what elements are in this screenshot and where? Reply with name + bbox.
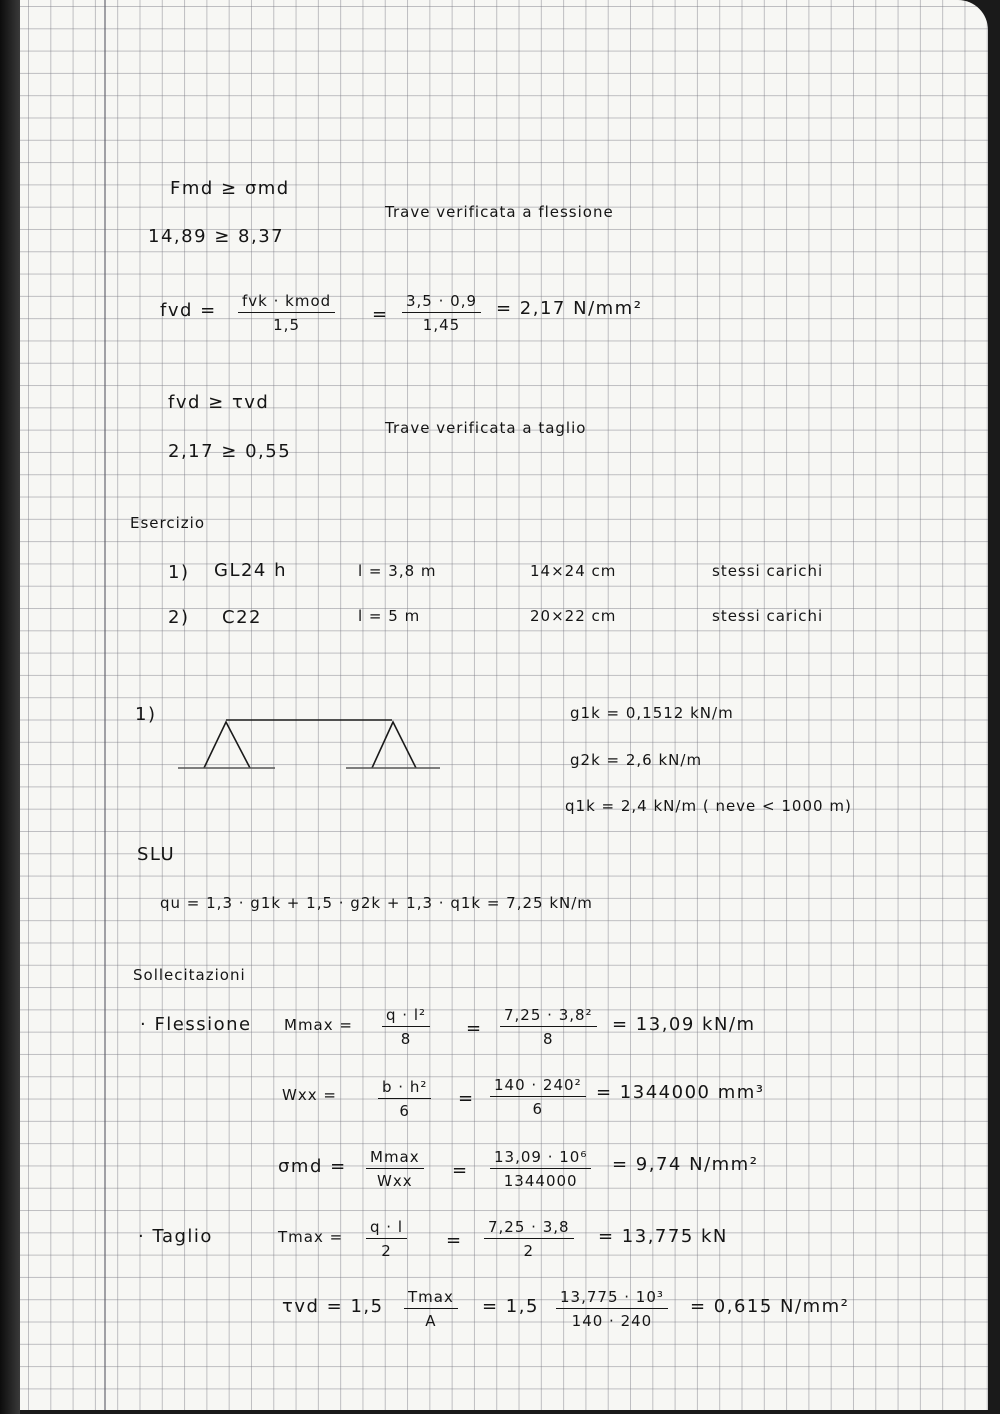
mmax-values-denominator: 8 bbox=[543, 1030, 554, 1048]
exercise-row-1-section: 14×24 cm bbox=[530, 562, 617, 580]
wxx-values-numerator: 140 · 240² bbox=[490, 1076, 586, 1097]
smd-formula-fraction bbox=[366, 1148, 424, 1190]
fvd-result: = 2,17 N/mm² bbox=[496, 298, 643, 319]
equals-sign: = bbox=[446, 1230, 463, 1251]
mmax-formula-denominator: 8 bbox=[400, 1030, 412, 1048]
smd-label: σmd = bbox=[278, 1156, 347, 1177]
tvd-formula-denominator: A bbox=[425, 1312, 437, 1330]
shear-inequality-values: 2,17 ≥ 0,55 bbox=[168, 441, 292, 462]
bending-inequality: Fmd ≥ σmd bbox=[170, 178, 290, 199]
load-g2k: g2k = 2,6 kN/m bbox=[570, 751, 703, 769]
tmax-result: = 13,775 kN bbox=[598, 1226, 728, 1247]
left-support-icon bbox=[204, 722, 250, 768]
tmax-values-fraction bbox=[484, 1218, 574, 1260]
exercise-row-1-note: stessi carichi bbox=[712, 562, 824, 580]
exercise-row-1-length: l = 3,8 m bbox=[358, 562, 437, 580]
equals-sign: = bbox=[466, 1018, 483, 1039]
wxx-values-denominator: 6 bbox=[532, 1100, 544, 1118]
wxx-formula-fraction bbox=[378, 1078, 431, 1120]
equals-sign: = bbox=[372, 304, 389, 325]
load-q1k: q1k = 2,4 kN/m ( neve < 1000 m) bbox=[565, 797, 852, 815]
bending-verdict: Trave verificata a flessione bbox=[385, 203, 614, 221]
wxx-label: Wxx = bbox=[282, 1086, 337, 1104]
wxx-values-fraction bbox=[490, 1076, 586, 1118]
tvd-formula-numerator: Tmax bbox=[404, 1288, 458, 1309]
tvd-formula-fraction bbox=[404, 1288, 458, 1330]
mmax-values-fraction bbox=[500, 1006, 597, 1048]
shear-inequality: fvd ≥ τvd bbox=[168, 392, 270, 413]
exercise-row-2-material: C22 bbox=[222, 607, 262, 628]
shear-verdict: Trave verificata a taglio bbox=[385, 419, 587, 437]
smd-values-fraction bbox=[490, 1148, 591, 1190]
exercise-row-2-number: 2) bbox=[168, 607, 190, 628]
equals-sign: = bbox=[452, 1160, 469, 1181]
tmax-formula-numerator: q · l bbox=[366, 1218, 407, 1239]
fvd-formula-numerator: fvk · kmod bbox=[238, 292, 335, 313]
load-g1k: g1k = 0,1512 kN/m bbox=[570, 704, 734, 722]
bending-inequality-values: 14,89 ≥ 8,37 bbox=[148, 226, 285, 247]
tvd-middle: = 1,5 bbox=[482, 1296, 539, 1317]
mmax-formula-fraction bbox=[382, 1006, 430, 1048]
mmax-values-numerator: 7,25 · 3,8² bbox=[500, 1006, 597, 1027]
tvd-result: = 0,615 N/mm² bbox=[690, 1296, 850, 1317]
smd-values-denominator: 1344000 bbox=[503, 1172, 578, 1190]
smd-values-numerator: 13,09 · 10⁶ bbox=[490, 1148, 591, 1169]
smd-result: = 9,74 N/mm² bbox=[612, 1154, 759, 1175]
exercise-row-1-material: GL24 h bbox=[214, 560, 288, 581]
tmax-formula-denominator: 2 bbox=[381, 1242, 392, 1260]
tvd-label: τvd = 1,5 bbox=[282, 1296, 384, 1317]
tvd-values-numerator: 13,775 · 10³ bbox=[556, 1288, 668, 1309]
bending-heading: · Flessione bbox=[140, 1014, 252, 1035]
fvd-label: fvd = bbox=[160, 300, 217, 321]
sketch-label: 1) bbox=[135, 704, 157, 725]
smd-formula-numerator: Mmax bbox=[366, 1148, 424, 1169]
wxx-formula-numerator: b · h² bbox=[378, 1078, 431, 1099]
stresses-title: Sollecitazioni bbox=[133, 966, 246, 984]
slu-combination: qu = 1,3 · g1k + 1,5 · g2k + 1,3 · q1k = 7,25 kN/m bbox=[160, 894, 593, 912]
right-support-icon bbox=[372, 722, 416, 768]
exercise-row-1-number: 1) bbox=[168, 562, 190, 583]
tmax-values-numerator: 7,25 · 3,8 bbox=[484, 1218, 574, 1239]
exercise-row-2-section: 20×22 cm bbox=[530, 607, 617, 625]
mmax-formula-numerator: q · l² bbox=[382, 1006, 430, 1027]
tmax-formula-fraction bbox=[366, 1218, 407, 1260]
tvd-values-fraction bbox=[556, 1288, 668, 1330]
fvd-formula-denominator: 1,5 bbox=[273, 316, 300, 334]
slu-title: SLU bbox=[137, 844, 176, 865]
smd-formula-denominator: Wxx bbox=[377, 1172, 413, 1190]
exercise-title: Esercizio bbox=[130, 514, 205, 532]
fvd-values-denominator: 1,45 bbox=[422, 316, 461, 334]
tmax-values-denominator: 2 bbox=[523, 1242, 535, 1260]
exercise-row-2-note: stessi carichi bbox=[712, 607, 824, 625]
shear-heading: · Taglio bbox=[138, 1226, 213, 1247]
mmax-result: = 13,09 kN/m bbox=[612, 1014, 756, 1035]
wxx-result: = 1344000 mm³ bbox=[596, 1082, 765, 1103]
tvd-values-denominator: 140 · 240 bbox=[571, 1312, 653, 1330]
exercise-row-2-length: l = 5 m bbox=[358, 607, 421, 625]
tmax-label: Tmax = bbox=[278, 1228, 344, 1246]
mmax-label: Mmax = bbox=[284, 1016, 353, 1034]
wxx-formula-denominator: 6 bbox=[399, 1102, 410, 1120]
equals-sign: = bbox=[458, 1088, 475, 1109]
fvd-values-numerator: 3,5 · 0,9 bbox=[402, 292, 481, 313]
